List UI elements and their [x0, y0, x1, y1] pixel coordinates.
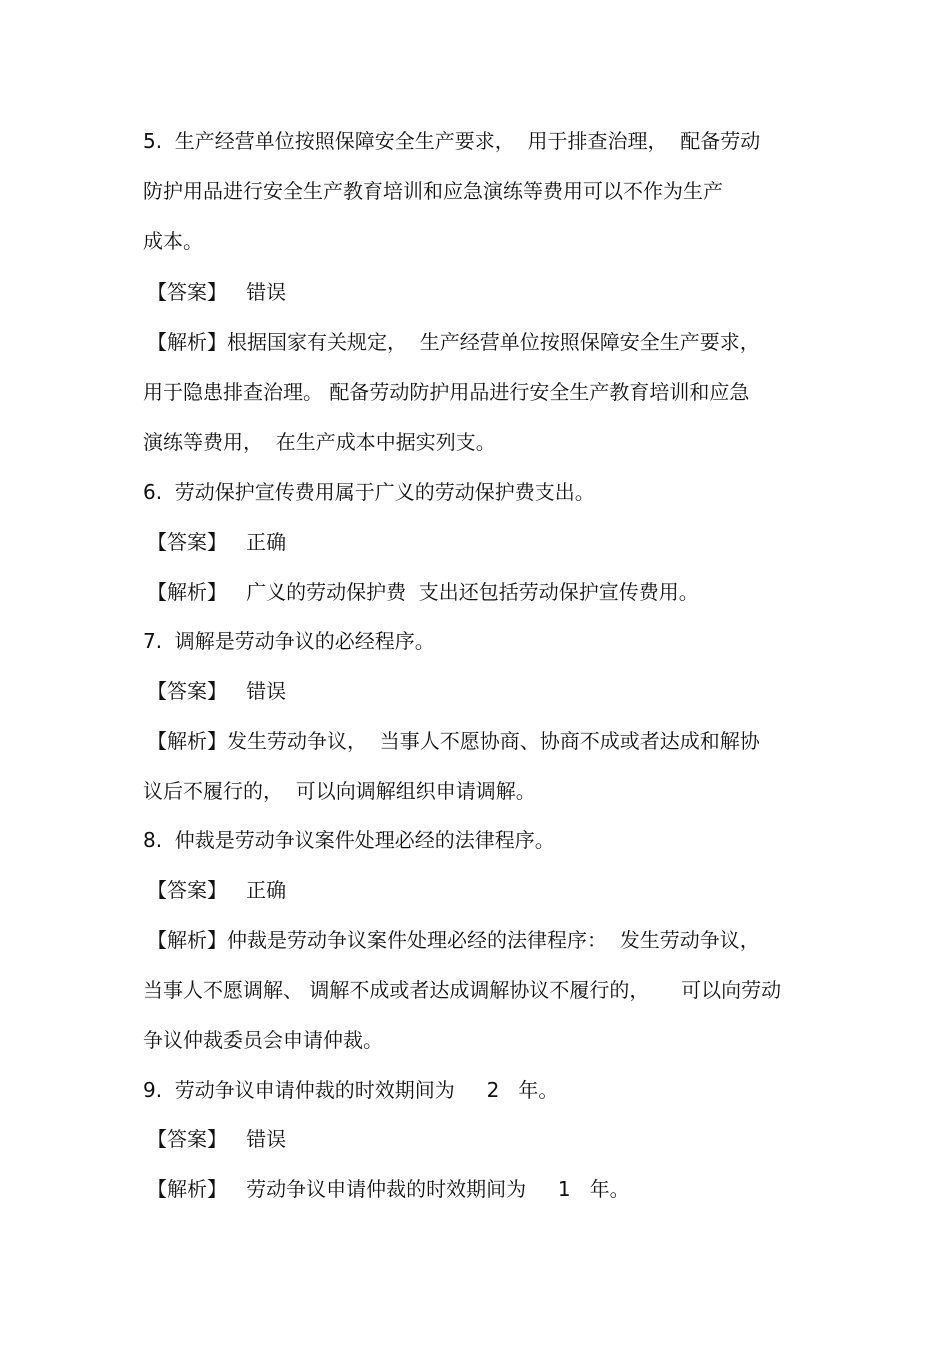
answer-5: 【答案】 错误 [147, 280, 287, 304]
analysis-5-line-3: 演练等费用， 在生产成本中据实列支。 [143, 430, 496, 454]
analysis-7-line-1: 【解析】发生劳动争议， 当事人不愿协商、协商不成或者达成和解协 [147, 729, 760, 753]
question-7: 7. 调解是劳动争议的必经程序。 [143, 629, 435, 653]
answer-8: 【答案】 正确 [147, 878, 287, 902]
question-5-line-1: 5. 生产经营单位按照保障安全生产要求， 用于排查治理， 配备劳动 [143, 129, 761, 153]
question-5-line-2: 防护用品进行安全生产教育培训和应急演练等费用可以不作为生产 [143, 179, 723, 203]
question-6: 6. 劳动保护宣传费用属于广义的劳动保护费支出。 [143, 480, 595, 504]
question-5-line-3: 成本。 [143, 229, 203, 253]
analysis-5-line-1: 【解析】根据国家有关规定， 生产经营单位按照保障安全生产要求， [147, 330, 760, 354]
analysis-7-line-2: 议后不履行的， 可以向调解组织申请调解。 [143, 779, 536, 803]
analysis-9: 【解析】 劳动争议申请仲裁的时效期间为 1 年。 [147, 1177, 630, 1201]
analysis-8-line-1: 【解析】仲裁是劳动争议案件处理必经的法律程序： 发生劳动争议， [147, 928, 760, 952]
question-9: 9. 劳动争议申请仲裁的时效期间为 2 年。 [143, 1078, 559, 1102]
answer-9: 【答案】 错误 [147, 1127, 287, 1151]
answer-6: 【答案】 正确 [147, 530, 287, 554]
question-8: 8. 仲裁是劳动争议案件处理必经的法律程序。 [143, 828, 555, 852]
analysis-8-line-2: 当事人不愿调解、 调解不成或者达成调解协议不履行的， 可以向劳动 [143, 978, 782, 1002]
answer-7: 【答案】 错误 [147, 679, 287, 703]
analysis-6: 【解析】 广义的劳动保护费 支出还包括劳动保护宣传费用。 [147, 580, 699, 604]
analysis-8-line-3: 争议仲裁委员会申请仲裁。 [143, 1028, 383, 1052]
analysis-5-line-2: 用于隐患排查治理。 配备劳动防护用品进行安全生产教育培训和应急 [143, 380, 750, 404]
